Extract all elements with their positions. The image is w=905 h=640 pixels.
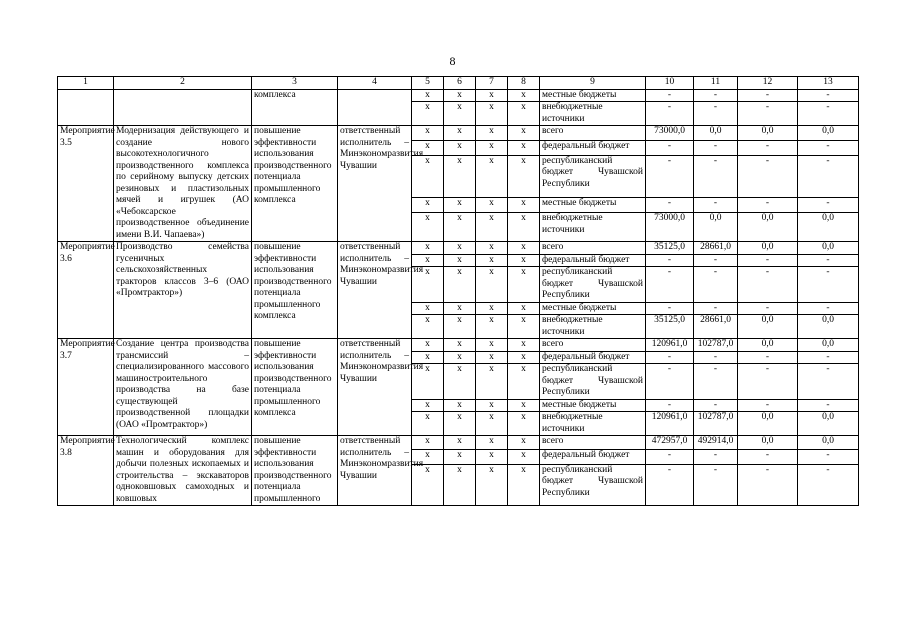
goal-cell: повышение эффективности использования производственного потенциала промышленного комплекса (252, 339, 338, 436)
year-marker-cell: x (444, 126, 476, 141)
year-marker-cell: x (476, 450, 508, 464)
year-marker-cell: x (444, 89, 476, 102)
year-marker-cell: x (412, 412, 444, 436)
amount-cell: - (798, 302, 859, 315)
amount-cell: - (646, 302, 694, 315)
year-marker-cell: x (412, 450, 444, 464)
measure-id-cell: Мероприятие 3.7 (58, 339, 114, 436)
funding-source-cell: всего (540, 436, 646, 450)
amount-cell: - (798, 102, 859, 126)
amount-cell: - (738, 102, 798, 126)
column-header: 7 (476, 77, 508, 90)
table-row (58, 242, 859, 255)
amount-cell: - (798, 89, 859, 102)
year-marker-cell: x (444, 140, 476, 155)
executor-cell: ответственный исполнитель – Минэкономразвития Чувашии (338, 126, 412, 242)
amount-cell: 28661,0 (694, 242, 738, 255)
year-marker-cell: x (476, 155, 508, 197)
year-marker-cell: x (508, 351, 540, 364)
year-marker-cell: x (508, 242, 540, 255)
amount-cell: - (694, 364, 738, 400)
funding-source-cell: федеральный бюджет (540, 351, 646, 364)
year-marker-cell: x (412, 89, 444, 102)
funding-table (57, 76, 859, 506)
year-marker-cell: x (508, 254, 540, 267)
amount-cell: 73000,0 (646, 126, 694, 141)
amount-cell: 0,0 (798, 436, 859, 450)
amount-cell: - (646, 140, 694, 155)
measure-name-cell: Производство семейства гусеничных сельскохозяйственных тракторов классов 3–6 (ОАО «Промтрактор») (114, 242, 252, 339)
amount-cell: 0,0 (738, 126, 798, 141)
amount-cell: 0,0 (738, 412, 798, 436)
amount-cell: 102787,0 (694, 412, 738, 436)
year-marker-cell: x (412, 315, 444, 339)
year-marker-cell: x (476, 198, 508, 213)
year-marker-cell: x (508, 364, 540, 400)
amount-cell: - (738, 155, 798, 197)
year-marker-cell: x (508, 450, 540, 464)
amount-cell: - (646, 450, 694, 464)
year-marker-cell: x (444, 450, 476, 464)
funding-source-cell: республиканский бюджет Чувашской Республики (540, 464, 646, 505)
amount-cell: - (646, 464, 694, 505)
year-marker-cell: x (412, 464, 444, 505)
funding-source-cell: федеральный бюджет (540, 254, 646, 267)
amount-cell: - (694, 102, 738, 126)
year-marker-cell: x (508, 126, 540, 141)
amount-cell: - (646, 89, 694, 102)
column-header: 3 (252, 77, 338, 90)
year-marker-cell: x (476, 339, 508, 352)
year-marker-cell: x (412, 102, 444, 126)
funding-source-cell: всего (540, 339, 646, 352)
page-number: 8 (449, 54, 456, 68)
amount-cell: 35125,0 (646, 242, 694, 255)
amount-cell: - (694, 302, 738, 315)
year-marker-cell: x (412, 436, 444, 450)
funding-source-cell: местные бюджеты (540, 399, 646, 412)
funding-source-cell: местные бюджеты (540, 89, 646, 102)
header-row (58, 77, 859, 90)
amount-cell: 35125,0 (646, 315, 694, 339)
column-header: 9 (540, 77, 646, 90)
year-marker-cell: x (508, 412, 540, 436)
amount-cell: - (738, 198, 798, 213)
measure-id-cell: Мероприятие 3.6 (58, 242, 114, 339)
amount-cell: 0,0 (798, 339, 859, 352)
amount-cell: - (798, 155, 859, 197)
goal-cell: повышение эффективности использования производственного потенциала промышленного комплекса (252, 242, 338, 339)
year-marker-cell: x (444, 198, 476, 213)
amount-cell: 472957,0 (646, 436, 694, 450)
year-marker-cell: x (444, 339, 476, 352)
year-marker-cell: x (508, 89, 540, 102)
amount-cell: - (694, 254, 738, 267)
column-header: 8 (508, 77, 540, 90)
year-marker-cell: x (476, 140, 508, 155)
column-header: 11 (694, 77, 738, 90)
measure-id-cell: Мероприятие 3.8 (58, 436, 114, 506)
funding-source-cell: внебюджетные источники (540, 213, 646, 242)
executor-cell: ответственный исполнитель – Минэкономразвития Чувашии (338, 242, 412, 339)
year-marker-cell: x (444, 436, 476, 450)
year-marker-cell: x (476, 254, 508, 267)
funding-source-cell: всего (540, 126, 646, 141)
amount-cell: - (646, 254, 694, 267)
year-marker-cell: x (508, 102, 540, 126)
amount-cell: - (646, 364, 694, 400)
year-marker-cell: x (412, 242, 444, 255)
column-header: 10 (646, 77, 694, 90)
year-marker-cell: x (508, 339, 540, 352)
executor-cell: ответственный исполнитель – Минэкономразвития Чувашии (338, 436, 412, 506)
year-marker-cell: x (508, 399, 540, 412)
goal-cell: повышение эффективности использования производственного потенциала промышленного комплекса (252, 126, 338, 242)
funding-source-cell: республиканский бюджет Чувашской Республики (540, 155, 646, 197)
amount-cell: - (694, 399, 738, 412)
year-marker-cell: x (508, 302, 540, 315)
year-marker-cell: x (476, 315, 508, 339)
year-marker-cell: x (444, 213, 476, 242)
measure-id-cell: Мероприятие 3.5 (58, 126, 114, 242)
amount-cell: - (798, 140, 859, 155)
year-marker-cell: x (412, 155, 444, 197)
year-marker-cell: x (476, 267, 508, 303)
funding-source-cell: федеральный бюджет (540, 450, 646, 464)
year-marker-cell: x (412, 140, 444, 155)
measure-name-cell: Технологический комплекс машин и оборудования для добычи полезных ископаемых и строительства – экскаваторов одноковшовых самоходных и ковшовых (114, 436, 252, 506)
funding-source-cell: республиканский бюджет Чувашской Республики (540, 267, 646, 303)
amount-cell: 120961,0 (646, 339, 694, 352)
year-marker-cell: x (412, 126, 444, 141)
goal-cell: повышение эффективности использования производственного потенциала промышленного (252, 436, 338, 506)
year-marker-cell: x (444, 399, 476, 412)
year-marker-cell: x (444, 464, 476, 505)
year-marker-cell: x (508, 315, 540, 339)
amount-cell: - (738, 140, 798, 155)
year-marker-cell: x (476, 126, 508, 141)
measure-name-cell: Создание центра производства трансмиссий – специализированного массового машиностроительного производства на базе существующей производственной площадки (ОАО «Промтрактор») (114, 339, 252, 436)
year-marker-cell: x (444, 351, 476, 364)
year-marker-cell: x (412, 399, 444, 412)
year-marker-cell: x (508, 155, 540, 197)
amount-cell: - (646, 102, 694, 126)
amount-cell: - (738, 364, 798, 400)
amount-cell: - (798, 450, 859, 464)
amount-cell: 28661,0 (694, 315, 738, 339)
amount-cell: - (694, 89, 738, 102)
year-marker-cell: x (508, 140, 540, 155)
goal-cell: комплекса (252, 89, 338, 126)
amount-cell: - (798, 399, 859, 412)
amount-cell: 0,0 (738, 436, 798, 450)
amount-cell: - (798, 267, 859, 303)
year-marker-cell: x (508, 464, 540, 505)
funding-source-cell: внебюджетные источники (540, 412, 646, 436)
year-marker-cell: x (444, 267, 476, 303)
measure-name-cell (114, 89, 252, 126)
measure-id-cell (58, 89, 114, 126)
year-marker-cell: x (476, 412, 508, 436)
amount-cell: - (798, 464, 859, 505)
column-header: 1 (58, 77, 114, 90)
year-marker-cell: x (476, 302, 508, 315)
funding-source-cell: внебюджетные источники (540, 315, 646, 339)
amount-cell: 492914,0 (694, 436, 738, 450)
year-marker-cell: x (508, 436, 540, 450)
funding-source-cell: местные бюджеты (540, 302, 646, 315)
amount-cell: 0,0 (738, 213, 798, 242)
column-header: 2 (114, 77, 252, 90)
year-marker-cell: x (508, 213, 540, 242)
year-marker-cell: x (412, 254, 444, 267)
amount-cell: - (694, 351, 738, 364)
amount-cell: - (694, 450, 738, 464)
column-header: 5 (412, 77, 444, 90)
table-row (58, 89, 859, 102)
funding-source-cell: федеральный бюджет (540, 140, 646, 155)
amount-cell: - (694, 464, 738, 505)
amount-cell: 0,0 (798, 315, 859, 339)
amount-cell: 0,0 (738, 315, 798, 339)
year-marker-cell: x (412, 213, 444, 242)
amount-cell: 0,0 (738, 242, 798, 255)
amount-cell: 120961,0 (646, 412, 694, 436)
amount-cell: - (646, 198, 694, 213)
table-row (58, 126, 859, 141)
amount-cell: 0,0 (798, 213, 859, 242)
amount-cell: - (738, 450, 798, 464)
amount-cell: - (646, 155, 694, 197)
year-marker-cell: x (444, 242, 476, 255)
funding-source-cell: республиканский бюджет Чувашской Республики (540, 364, 646, 400)
executor-cell (338, 89, 412, 126)
column-header: 4 (338, 77, 412, 90)
year-marker-cell: x (476, 242, 508, 255)
amount-cell: - (738, 351, 798, 364)
amount-cell: - (646, 351, 694, 364)
year-marker-cell: x (444, 364, 476, 400)
year-marker-cell: x (476, 89, 508, 102)
table-row (58, 339, 859, 352)
amount-cell: - (738, 302, 798, 315)
column-header: 6 (444, 77, 476, 90)
measure-name-cell: Модернизация действующего и создание нового высокотехнологичного производственного комплекса по серийному выпуску детских резиновых и пластизольных мячей и игрушек (АО «Чебоксарское производственное объединение имени В.И. Чапаева») (114, 126, 252, 242)
year-marker-cell: x (476, 102, 508, 126)
year-marker-cell: x (508, 198, 540, 213)
amount-cell: - (738, 89, 798, 102)
column-header: 13 (798, 77, 859, 90)
column-header: 12 (738, 77, 798, 90)
amount-cell: 0,0 (738, 339, 798, 352)
year-marker-cell: x (412, 198, 444, 213)
funding-source-cell: внебюджетные источники (540, 102, 646, 126)
funding-source-cell: всего (540, 242, 646, 255)
amount-cell: - (694, 267, 738, 303)
table-row (58, 436, 859, 450)
amount-cell: - (798, 254, 859, 267)
year-marker-cell: x (444, 102, 476, 126)
year-marker-cell: x (476, 213, 508, 242)
amount-cell: - (694, 140, 738, 155)
amount-cell: - (694, 155, 738, 197)
amount-cell: - (646, 399, 694, 412)
amount-cell: 0,0 (798, 242, 859, 255)
amount-cell: - (646, 267, 694, 303)
executor-cell: ответственный исполнитель – Минэкономразвития Чувашии (338, 339, 412, 436)
amount-cell: - (694, 198, 738, 213)
amount-cell: - (738, 267, 798, 303)
amount-cell: 0,0 (694, 126, 738, 141)
amount-cell: - (798, 351, 859, 364)
amount-cell: - (798, 364, 859, 400)
year-marker-cell: x (508, 267, 540, 303)
year-marker-cell: x (444, 412, 476, 436)
year-marker-cell: x (412, 339, 444, 352)
year-marker-cell: x (476, 351, 508, 364)
year-marker-cell: x (476, 399, 508, 412)
year-marker-cell: x (476, 364, 508, 400)
year-marker-cell: x (444, 155, 476, 197)
year-marker-cell: x (412, 302, 444, 315)
amount-cell: - (738, 399, 798, 412)
year-marker-cell: x (412, 364, 444, 400)
amount-cell: 0,0 (798, 412, 859, 436)
year-marker-cell: x (412, 351, 444, 364)
amount-cell: 73000,0 (646, 213, 694, 242)
funding-source-cell: местные бюджеты (540, 198, 646, 213)
year-marker-cell: x (412, 267, 444, 303)
year-marker-cell: x (444, 302, 476, 315)
year-marker-cell: x (476, 464, 508, 505)
amount-cell: 0,0 (798, 126, 859, 141)
amount-cell: - (798, 198, 859, 213)
amount-cell: - (738, 254, 798, 267)
amount-cell: 0,0 (694, 213, 738, 242)
amount-cell: - (738, 464, 798, 505)
amount-cell: 102787,0 (694, 339, 738, 352)
year-marker-cell: x (444, 254, 476, 267)
year-marker-cell: x (476, 436, 508, 450)
year-marker-cell: x (444, 315, 476, 339)
